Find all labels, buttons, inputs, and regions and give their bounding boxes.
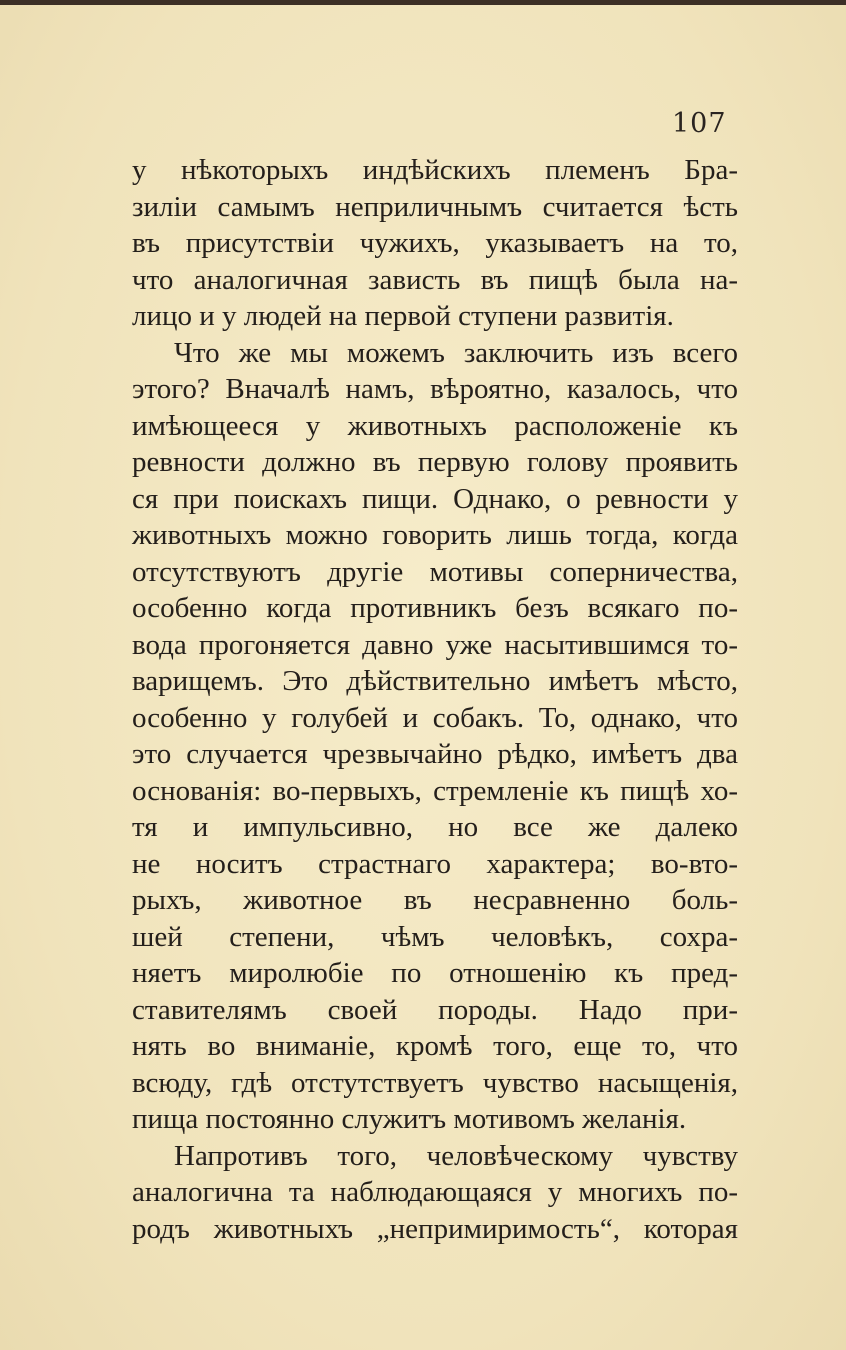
- text-line: это случается чрезвычайно рѣдко, имѣетъ два: [132, 738, 738, 770]
- text-line: няетъ миролюбіе по отношенію къ пред-: [132, 957, 738, 989]
- text-line: зиліи самымъ неприличнымъ считается ѣсть: [132, 190, 738, 223]
- text-line: нять во вниманіе, кромѣ того, еще то, что: [132, 1030, 738, 1062]
- text-line: рыхъ, животное въ несравненно боль-: [132, 884, 738, 916]
- text-line: имѣющееся у животныхъ расположеніе къ: [132, 409, 738, 442]
- text-line: шей степени, чѣмъ человѣкъ, сохра-: [132, 920, 738, 953]
- page-number: 107: [672, 108, 727, 139]
- text-line: всюду, гдѣ отстутствуетъ чувство насыщенія,: [132, 1066, 738, 1099]
- text-line: Что же мы можемъ заключить изъ всего: [174, 336, 738, 369]
- text-line: особенно когда противникъ безъ всякаго по-: [132, 592, 738, 624]
- text-line: ревности должно въ первую голову проявить: [132, 446, 738, 478]
- text-line: отсутствуютъ другіе мотивы соперничества,: [132, 555, 738, 588]
- text-line: въ присутствіи чужихъ, указываетъ на то,: [132, 227, 738, 259]
- text-line: у нѣкоторыхъ индѣйскихъ племенъ Бра-: [132, 154, 738, 186]
- text-line: тя и импульсивно, но все же далеко: [132, 811, 738, 843]
- text-line: Напротивъ того, человѣческому чувству: [174, 1139, 738, 1172]
- text-line: основанія: во-первыхъ, стремленіе къ пищѣ хо-: [132, 774, 738, 807]
- text-line: вода прогоняется давно уже насытившимся то-: [132, 628, 738, 661]
- text-line: что аналогичная зависть въ пищѣ была на-: [132, 263, 738, 296]
- text-line: варищемъ. Это дѣйствительно имѣетъ мѣсто,: [132, 665, 738, 697]
- text-line: особенно у голубей и собакъ. То, однако, что: [132, 701, 738, 734]
- text-line: этого? Вначалѣ намъ, вѣроятно, казалось, что: [132, 373, 738, 405]
- text-line: ставителямъ своей породы. Надо при-: [132, 993, 738, 1026]
- text-line: животныхъ можно говорить лишь тогда, когда: [132, 519, 738, 551]
- text-line: не носитъ страстнаго характера; во-вто-: [132, 847, 738, 880]
- text-line: пища постоянно служитъ мотивомъ желанія.: [132, 1103, 687, 1135]
- text-line: родъ животныхъ „непримиримость“, которая: [132, 1212, 738, 1245]
- text-line: аналогична та наблюдающаяся у многихъ по-: [132, 1176, 738, 1208]
- body-text: [132, 152, 738, 1247]
- top-border: [0, 0, 846, 5]
- text-line: лицо и у людей на первой ступени развитія.: [132, 300, 674, 332]
- text-line: ся при поискахъ пищи. Однако, о ревности у: [132, 482, 738, 515]
